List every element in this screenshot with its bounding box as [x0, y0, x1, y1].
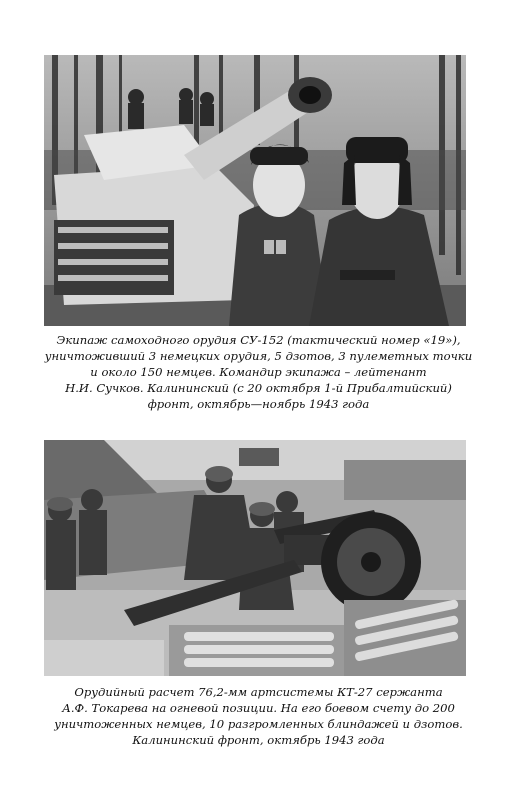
caption-line: уничтоживший 3 немецких орудия, 5 дзотов, 3 пулеметных точки [44, 349, 473, 363]
caption-line: А.Ф. Токарева на огневой позиции. На его боевом счету до 200 [62, 701, 455, 715]
su152-photo-caption [40, 332, 477, 412]
caption-line: Экипаж самоходного орудия СУ-152 (тактический номер «19»), [56, 333, 461, 347]
caption-line: Орудийный расчет 76,2-мм артсистемы КТ-27 сержанта [74, 685, 443, 699]
kt27-gun-crew-photo [44, 440, 466, 676]
su152-crew-photo [44, 55, 466, 326]
caption-line: Н.И. Сучков. Калининский (с 20 октября 1-й Прибалтийский) [65, 381, 452, 395]
caption-line: фронт, октябрь—ноябрь 1943 года [147, 397, 370, 411]
caption-line: Калининский фронт, октябрь 1943 года [132, 733, 385, 747]
kt27-photo-caption [40, 684, 477, 748]
caption-line: уничтоженных немцев, 10 разгромленных блиндажей и дзотов. [54, 717, 463, 731]
caption-line: и около 150 немцев. Командир экипажа – лейтенант [90, 365, 427, 379]
kt27-gun-crew-image [44, 440, 466, 676]
su152-crew-image [44, 55, 466, 326]
